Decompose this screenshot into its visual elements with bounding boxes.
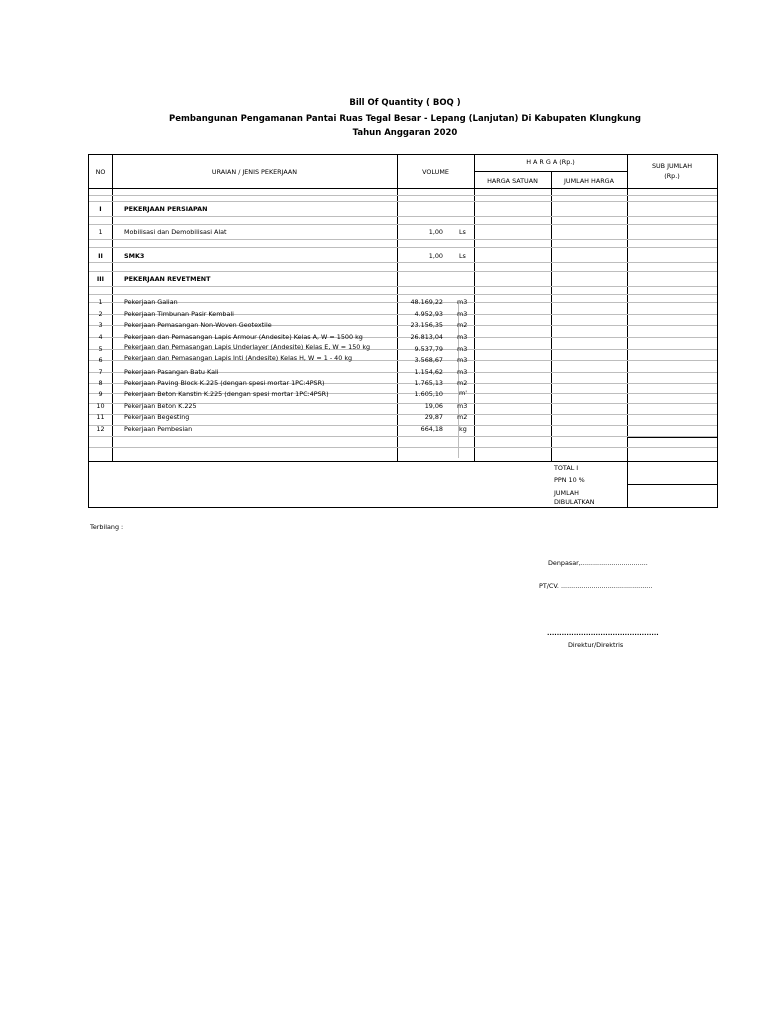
item-no: 3 — [98, 321, 103, 329]
item-desc: Pekerjaan Beton Kanstin K.225 (dengan spesi mortar 1PC:4PSR) — [124, 390, 329, 398]
item-volume: 1,00 — [428, 228, 443, 236]
item-unit: m3 — [457, 298, 468, 306]
item-no: 5 — [98, 345, 103, 353]
item-volume: 26.813,04 — [410, 333, 443, 341]
item-no: 1 — [98, 298, 103, 306]
item-volume: 29,87 — [424, 413, 443, 421]
item-volume: 4.952,93 — [414, 310, 443, 318]
item-no: 9 — [98, 390, 103, 398]
item-unit: Ls — [459, 228, 466, 236]
section-title: SMK3 — [124, 252, 145, 260]
item-unit: m' — [459, 389, 467, 397]
item-unit: m3 — [457, 368, 468, 376]
item-volume: 1.154,62 — [414, 368, 443, 376]
item-no: 2 — [98, 310, 103, 318]
item-volume: 48.169,22 — [410, 298, 443, 306]
document-subtitle: Pembangunan Pengamanan Pantai Ruas Tegal Besar - Lepang (Lanjutan) Di Kabupaten Klungkung — [169, 114, 641, 124]
dibulatkan-label: DIBULATKAN — [554, 498, 595, 506]
item-desc: Pekerjaan Galian — [124, 298, 178, 306]
item-no: 12 — [96, 425, 105, 433]
item-unit: m3 — [457, 402, 468, 410]
item-desc: Pekerjaan Paving Block K.225 (dengan spesi mortar 1PC:4PSR) — [124, 379, 325, 387]
item-unit: Ls — [459, 252, 466, 260]
place-date: Denpasar,................................. — [548, 559, 648, 567]
signature-line: .............................................. — [547, 629, 659, 637]
item-desc: Pekerjaan Pemasangan Non-Woven Geotextile — [124, 321, 272, 329]
item-no: 6 — [98, 356, 103, 364]
document-title: Bill Of Quantity ( BOQ ) — [349, 98, 461, 108]
item-desc: Pekerjaan Beton K.225 — [124, 402, 197, 410]
col-harga: H A R G A (Rp.) — [526, 158, 575, 166]
item-unit: m3 — [457, 345, 468, 353]
item-desc: Pekerjaan Pembesian — [124, 425, 193, 433]
section-title: PEKERJAAN PERSIAPAN — [124, 205, 208, 213]
item-unit: m3 — [457, 356, 468, 364]
col-no: NO — [95, 168, 106, 176]
item-volume: 1.765,13 — [414, 379, 443, 387]
company-line: PT/CV. ............................................. — [539, 582, 653, 590]
terbilang-label: Terbilang : — [90, 523, 124, 531]
item-volume: 1.605,10 — [414, 390, 443, 398]
item-volume: 1,00 — [428, 252, 443, 260]
item-volume: 19,06 — [424, 402, 443, 410]
section-title: PEKERJAAN REVETMENT — [124, 275, 211, 283]
item-desc: Pekerjaan dan Pemasangan Lapis Armour (Andesite) Kelas A, W = 1500 kg — [124, 333, 363, 341]
item-unit: m2 — [457, 413, 468, 421]
total-label: TOTAL I — [554, 464, 579, 472]
boq-table — [88, 154, 718, 508]
item-unit: kg — [459, 425, 467, 433]
item-no: 8 — [98, 379, 103, 387]
item-desc: Pekerjaan dan Pemasangan Lapis Inti (Andesite) Kelas H, W = 1 - 40 kg — [124, 354, 353, 362]
item-desc: Pekerjaan Pasangan Batu Kali — [124, 368, 219, 376]
item-unit: m3 — [457, 310, 468, 318]
col-volume: VOLUME — [422, 168, 449, 176]
signatory-title: Direktur/Direktris — [568, 641, 624, 649]
col-sub-jumlah-unit: (Rp.) — [664, 172, 680, 180]
item-no: 4 — [98, 333, 103, 341]
item-unit: m2 — [457, 321, 468, 329]
col-uraian: URAIAN / JENIS PEKERJAAN — [211, 168, 298, 176]
item-desc: Pekerjaan dan Pemasangan Lapis Underlayer (Andesite) Kelas E, W = 150 kg — [124, 343, 371, 351]
item-volume: 664,18 — [420, 425, 443, 433]
section-no: III — [96, 275, 105, 283]
col-jumlah-harga: JUMLAH HARGA — [564, 177, 614, 185]
item-unit: m2 — [457, 379, 468, 387]
item-desc: Pekerjaan Timbunan Pasir Kembali — [124, 310, 234, 318]
item-volume: 3.568,67 — [414, 356, 443, 364]
item-no: 1 — [98, 228, 103, 236]
ppn-label: PPN 10 % — [554, 476, 585, 484]
item-no: 7 — [98, 368, 103, 376]
item-unit: m3 — [457, 333, 468, 341]
item-no: 11 — [96, 413, 105, 421]
section-no: I — [99, 205, 102, 213]
col-sub-jumlah: SUB JUMLAH — [651, 162, 693, 170]
section-no: II — [98, 252, 103, 260]
item-volume: 9.537,79 — [414, 345, 443, 353]
budget-year: Tahun Anggaran 2020 — [352, 128, 458, 138]
item-desc: Mobilisasi dan Demobilisasi Alat — [124, 228, 227, 236]
jumlah-label: JUMLAH — [554, 489, 579, 497]
item-desc: Pekerjaan Begesting — [124, 413, 190, 421]
col-harga-satuan: HARGA SATUAN — [487, 177, 538, 185]
item-no: 10 — [96, 402, 105, 410]
item-volume: 23.156,35 — [410, 321, 443, 329]
